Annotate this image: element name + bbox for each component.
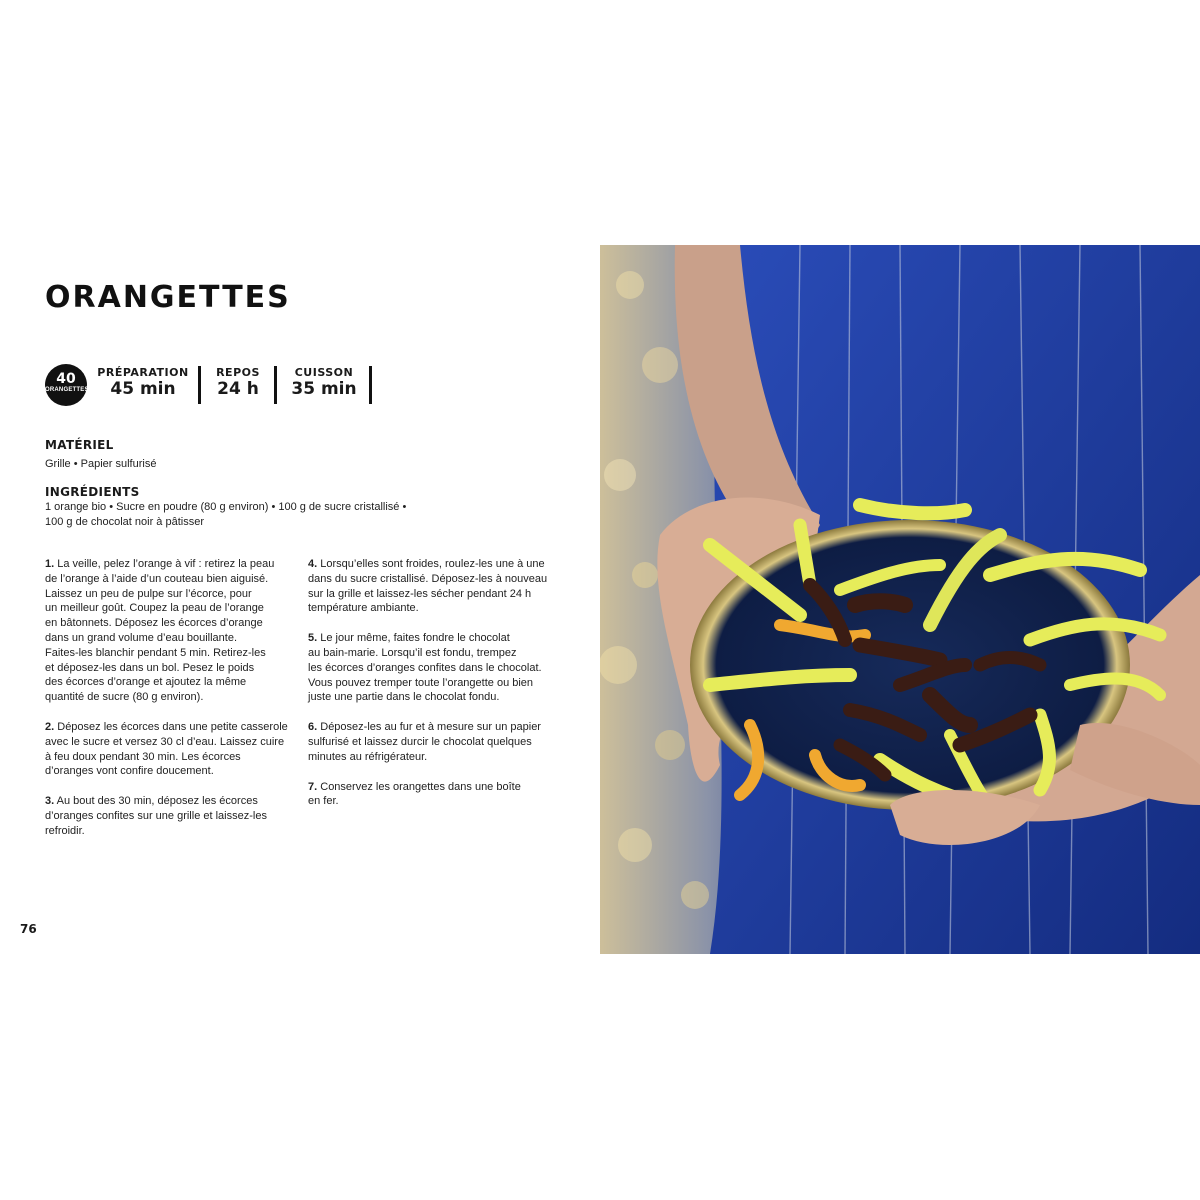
step-line: Le jour même, faites fondre le chocolat [320, 632, 510, 645]
cook-time-label: CUISSON [294, 366, 354, 379]
step-line: Vous pouvez tremper toute l’orangette ou bien [308, 676, 534, 689]
step-line: à feu doux pendant 30 min. Les écorces [45, 750, 241, 763]
step-line: température ambiante. [308, 602, 419, 615]
step-line: Déposez-les au fur et à mesure sur un papier [320, 721, 541, 734]
recipe-photo [600, 245, 1200, 954]
prep-time [97, 366, 189, 399]
step-line: Conservez les orangettes dans une boîte [320, 780, 521, 793]
step-line: quantité de sucre (80 g environ). [45, 691, 204, 704]
step-number: 5. [308, 632, 318, 645]
ingredients-line: 1 orange bio • Sucre en poudre (80 g environ) • 100 g de sucre cristallisé • [45, 501, 407, 513]
cook-time [285, 366, 363, 399]
meta-separator [274, 366, 277, 404]
step-line: en fer. [308, 795, 339, 808]
step-number: 2. [45, 720, 55, 733]
ingredients-title: INGRÉDIENTS [45, 485, 140, 499]
step-line: minutes au réfrigérateur. [308, 750, 428, 763]
recipe-title: ORANGETTES [45, 280, 291, 315]
ingredients-line: 100 g de chocolat noir à pâtisser [45, 516, 204, 528]
step-line: dans un grand volume d’eau bouillante. [45, 631, 238, 644]
step-line: des écorces d’orange et ajoutez la même [45, 676, 247, 689]
rest-time-label: REPOS [216, 366, 260, 379]
step-line: juste une partie dans le chocolat fondu. [308, 691, 500, 704]
cook-time-value: 35 min [291, 379, 357, 399]
yield-badge [45, 364, 87, 406]
recipe-step [308, 557, 563, 616]
yield-number: 40 [56, 371, 76, 387]
step-number: 7. [308, 780, 318, 793]
step-line: sulfurisé et laissez durcir le chocolat quelques [308, 735, 532, 748]
step-line: Déposez les écorces dans une petite casserole [57, 720, 288, 733]
step-line: et déposez-les dans un bol. Pesez le poids [45, 661, 255, 674]
step-line: Au bout des 30 min, déposez les écorces [56, 795, 258, 808]
step-line: un meilleur goût. Coupez la peau de l’orange [45, 602, 264, 615]
step-number: 1. [45, 558, 55, 570]
rest-time [209, 366, 267, 399]
step-line: sur la grille et laissez-les sécher pendant 24 h [308, 587, 532, 600]
steps-column-right [308, 557, 563, 824]
step-number: 6. [308, 721, 318, 734]
step-number: 4. [308, 558, 318, 570]
recipe-step [45, 557, 300, 705]
prep-time-label: PRÉPARATION [97, 366, 189, 379]
step-line: refroidir. [45, 824, 85, 837]
step-line: de l’orange à l’aide d’un couteau bien aiguisé. [45, 572, 269, 585]
recipe-step [308, 720, 563, 764]
step-line: Lorsqu’elles sont froides, roulez-les une à une [320, 558, 545, 570]
recipe-step [45, 720, 300, 779]
step-line: dans du sucre cristallisé. Déposez-les à nouveau [308, 572, 548, 585]
recipe-step [308, 631, 563, 705]
materiel-title: MATÉRIEL [45, 438, 114, 452]
step-line: au bain-marie. Lorsqu’il est fondu, trempez [308, 646, 517, 659]
step-line: d’oranges vont confire doucement. [45, 765, 214, 778]
step-line: Faites-les blanchir pendant 5 min. Retirez-les [45, 646, 266, 659]
rest-time-value: 24 h [217, 379, 259, 399]
step-line: les écorces d’oranges confites dans le chocolat. [308, 661, 542, 674]
step-line: en bâtonnets. Déposez les écorces d’orange [45, 617, 263, 630]
step-line: La veille, pelez l’orange à vif : retirez la peau [57, 558, 275, 570]
recipe-step [308, 780, 563, 810]
meta-separator [198, 366, 201, 404]
yield-unit: ORANGETTES [45, 387, 89, 393]
step-number: 3. [45, 795, 55, 808]
step-line: Laissez un peu de pulpe sur l’écorce, pour [45, 587, 252, 600]
step-line: d’oranges confites sur une grille et laissez-les [45, 809, 267, 822]
page-number: 76 [20, 922, 37, 936]
ingredients-text [45, 500, 406, 530]
prep-time-value: 45 min [110, 379, 176, 399]
meta-separator [369, 366, 372, 404]
steps-column-left [45, 557, 300, 854]
step-line: avec le sucre et versez 30 cl d’eau. Laissez cuire [45, 735, 285, 748]
orangettes-photo-illustration [600, 245, 1200, 954]
recipe-step [45, 794, 300, 838]
materiel-text: Grille • Papier sulfurisé [45, 458, 157, 470]
